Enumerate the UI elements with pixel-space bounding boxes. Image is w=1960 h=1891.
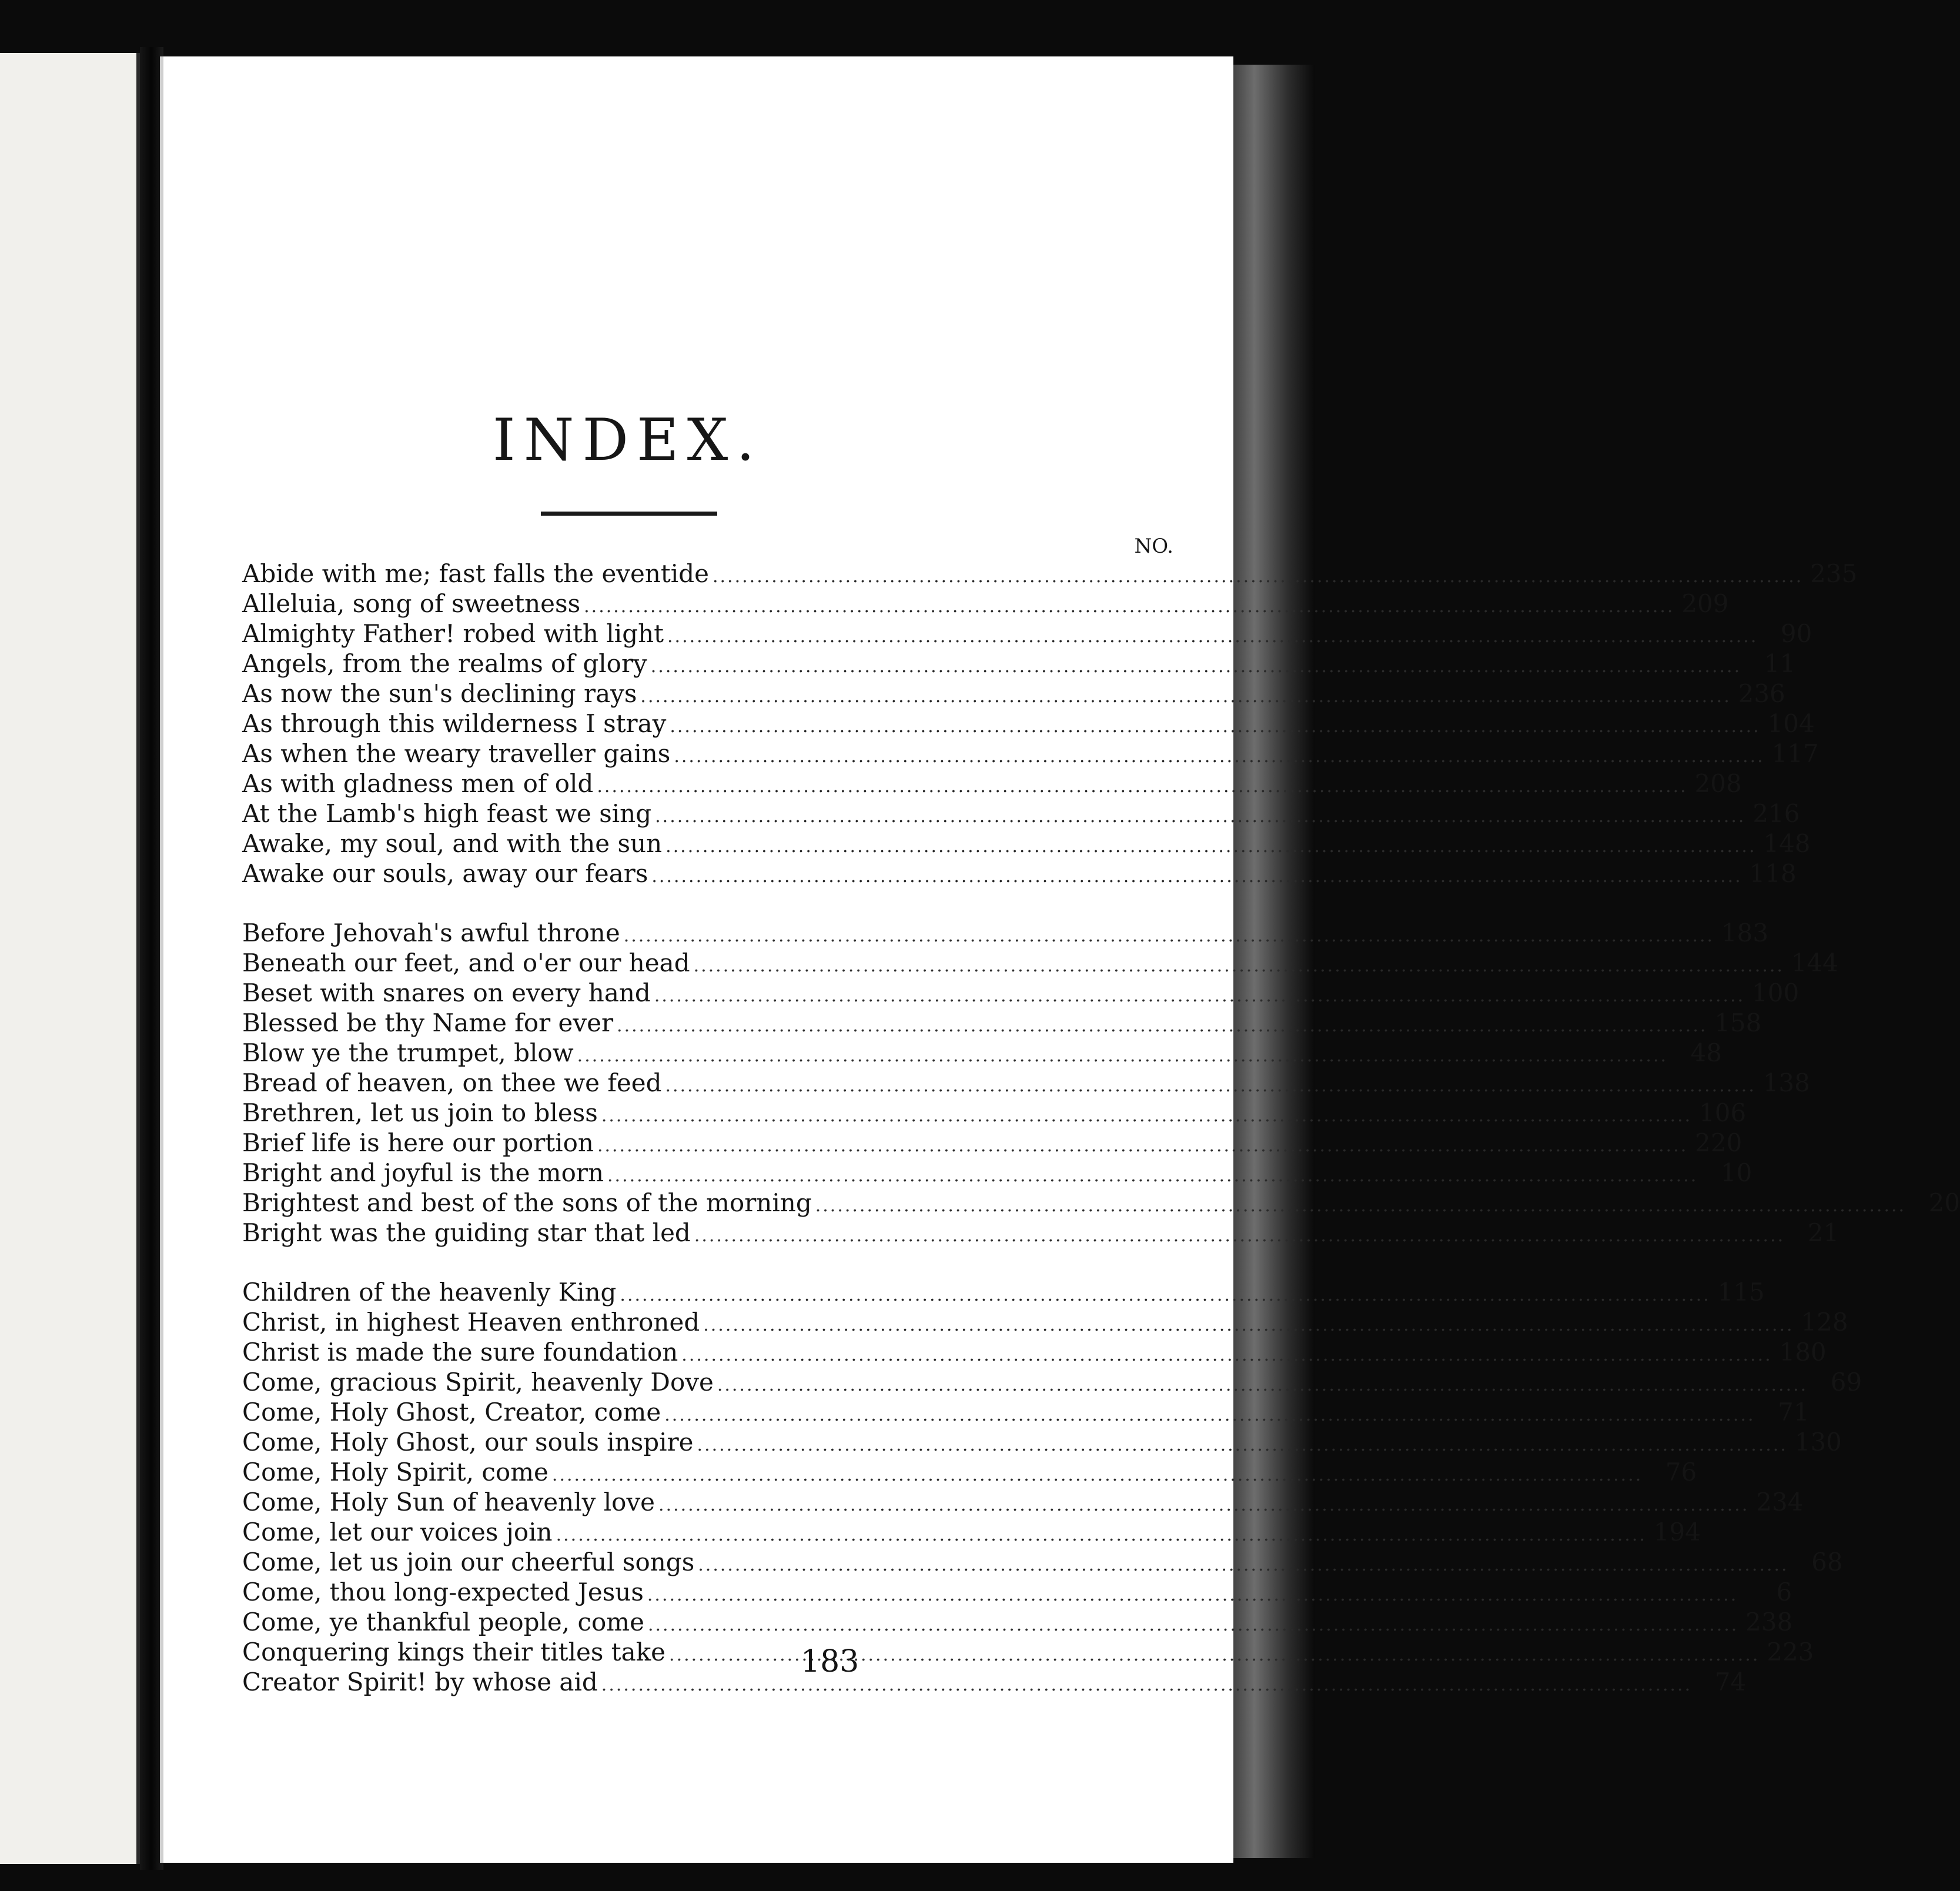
hymn-number: 194 xyxy=(1653,1518,1701,1546)
hymn-number: 21 xyxy=(1807,1218,1839,1247)
dot-leader xyxy=(601,1101,1692,1131)
hymn-number: 216 xyxy=(1752,799,1800,828)
hymn-number: 158 xyxy=(1714,1008,1762,1037)
hymn-number: 48 xyxy=(1690,1038,1722,1067)
index-group xyxy=(242,559,1858,888)
hymn-number: 68 xyxy=(1811,1548,1843,1576)
hymn-first-line: Blow ye the trumpet, blow xyxy=(242,1038,574,1067)
hymn-number: 220 xyxy=(1695,1128,1742,1157)
left-page-edge xyxy=(0,53,140,1864)
hymn-first-line: Conquering kings their titles take xyxy=(242,1638,666,1666)
hymn-first-line: Come, ye thankful people, come xyxy=(242,1608,644,1636)
hymn-number: 238 xyxy=(1745,1608,1793,1636)
dot-leader xyxy=(655,801,1745,831)
hymn-first-line: Come, Holy Ghost, Creator, come xyxy=(242,1398,661,1426)
hymn-first-line: Creator Spirit! by whose aid xyxy=(242,1668,598,1696)
index-entry xyxy=(242,709,1815,739)
index-entry xyxy=(242,1068,1810,1098)
hymn-first-line: Christ, in highest Heaven enthroned xyxy=(242,1308,700,1337)
index-entry xyxy=(242,1577,1792,1607)
index-group xyxy=(242,918,1960,1248)
index-entry xyxy=(242,1188,1960,1218)
index-entry xyxy=(242,978,1800,1008)
index-entry xyxy=(242,1128,1742,1158)
dot-leader xyxy=(651,652,1741,681)
index-entry xyxy=(242,1098,1747,1128)
index-entry xyxy=(242,1427,1842,1457)
hymn-first-line: Awake our souls, away our fears xyxy=(242,859,648,888)
hymn-number: 100 xyxy=(1752,978,1800,1007)
hymn-first-line: Bread of heaven, on thee we feed xyxy=(242,1068,662,1097)
dot-leader xyxy=(651,861,1742,891)
index-entry xyxy=(242,1038,1722,1068)
hymn-first-line: Come, Holy Spirit, come xyxy=(242,1458,548,1486)
hymn-number: 209 xyxy=(1681,589,1729,618)
hymn-first-line: Before Jehovah's awful throne xyxy=(242,918,620,947)
index-entry xyxy=(242,1218,1839,1248)
hymn-number: 71 xyxy=(1778,1398,1810,1426)
index-entry xyxy=(242,1637,1814,1667)
index-entry xyxy=(242,918,1769,948)
index-entry xyxy=(242,1487,1804,1517)
index-entry xyxy=(242,1008,1762,1038)
hymn-first-line: Christ is made the sure foundation xyxy=(242,1338,678,1367)
index-entry xyxy=(242,1307,1848,1337)
hymn-index xyxy=(242,534,1960,1726)
dot-leader xyxy=(601,1670,1692,1700)
hymn-first-line: Beset with snares on every hand xyxy=(242,978,651,1007)
dot-leader xyxy=(665,1071,1756,1101)
hymn-first-line: As when the weary traveller gains xyxy=(242,739,671,768)
dot-leader xyxy=(697,1430,1788,1460)
dot-leader xyxy=(552,1460,1643,1490)
hymn-first-line: Almighty Father! robed with light xyxy=(242,619,664,648)
index-entry xyxy=(242,1277,1765,1307)
hymn-first-line: As through this wilderness I stray xyxy=(242,709,667,738)
hymn-first-line: Come, gracious Spirit, heavenly Dove xyxy=(242,1368,714,1396)
dot-leader xyxy=(717,1370,1808,1400)
dot-leader xyxy=(694,951,1784,981)
hymn-number: 144 xyxy=(1791,948,1838,977)
index-entry xyxy=(242,1517,1701,1547)
hymn-number: 106 xyxy=(1699,1098,1747,1127)
page-number: 183 xyxy=(801,1644,859,1679)
number-column-header: NO. xyxy=(1134,534,1173,558)
dot-leader xyxy=(667,622,1758,652)
hymn-first-line: Come, let us join our cheerful songs xyxy=(242,1548,695,1576)
dot-leader xyxy=(674,741,1764,771)
index-entry xyxy=(242,858,1797,888)
index-entry xyxy=(242,828,1811,858)
hymn-number: 74 xyxy=(1714,1668,1747,1696)
dot-leader xyxy=(698,1550,1788,1580)
dot-leader xyxy=(647,1580,1738,1610)
index-entry xyxy=(242,739,1819,769)
hymn-number: 234 xyxy=(1756,1488,1804,1516)
hymn-number: 117 xyxy=(1771,739,1819,768)
dot-leader xyxy=(670,711,1760,741)
hymn-first-line: Come, Holy Ghost, our souls inspire xyxy=(242,1428,694,1456)
hymn-number: 115 xyxy=(1717,1278,1765,1307)
index-entry xyxy=(242,799,1800,828)
hymn-first-line: As now the sun's declining rays xyxy=(242,679,637,708)
hymn-number: 236 xyxy=(1738,679,1785,708)
hymn-number: 76 xyxy=(1665,1458,1697,1486)
dot-leader xyxy=(665,831,1756,861)
index-entry xyxy=(242,769,1742,799)
dot-leader xyxy=(624,921,1714,951)
index-entry xyxy=(242,679,1785,709)
hymn-number: 104 xyxy=(1767,709,1815,738)
index-entry xyxy=(242,948,1838,978)
hymn-first-line: Brief life is here our portion xyxy=(242,1128,594,1157)
index-entry xyxy=(242,1547,1843,1577)
index-entry xyxy=(242,619,1812,649)
hymn-first-line: Bright and joyful is the morn xyxy=(242,1158,604,1187)
hymn-first-line: Come, let our voices join xyxy=(242,1518,553,1546)
dot-leader xyxy=(648,1610,1738,1640)
index-group xyxy=(242,1277,1862,1697)
dot-leader xyxy=(607,1161,1698,1191)
hymn-first-line: Angels, from the realms of glory xyxy=(242,649,647,678)
hymn-number: 90 xyxy=(1780,619,1812,648)
index-page xyxy=(160,56,1960,1863)
page-title: INDEX. xyxy=(493,407,763,474)
dot-leader xyxy=(597,1131,1688,1161)
hymn-first-line: Blessed be thy Name for ever xyxy=(242,1008,614,1037)
index-entry xyxy=(242,589,1729,619)
hymn-number: 183 xyxy=(1721,918,1769,947)
hymn-first-line: Children of the heavenly King xyxy=(242,1278,617,1307)
hymn-number: 148 xyxy=(1763,829,1811,858)
hymn-first-line: Beneath our feet, and o'er our head xyxy=(242,948,690,977)
dot-leader xyxy=(584,592,1674,622)
index-entry xyxy=(242,1667,1747,1697)
index-entry xyxy=(242,1158,1752,1188)
hymn-first-line: Brethren, let us join to bless xyxy=(242,1098,598,1127)
hymn-first-line: Alleluia, song of sweetness xyxy=(242,589,581,618)
dot-leader xyxy=(664,1400,1755,1430)
title-rule xyxy=(541,512,717,516)
hymn-first-line: Bright was the guiding star that led xyxy=(242,1218,691,1247)
hymn-number: 235 xyxy=(1810,559,1858,588)
index-entry xyxy=(242,1367,1862,1397)
dot-leader xyxy=(556,1520,1647,1550)
index-entry xyxy=(242,1337,1827,1367)
dot-leader xyxy=(658,1490,1749,1520)
hymn-first-line: Abide with me; fast falls the eventide xyxy=(242,559,709,588)
hymn-number: 11 xyxy=(1764,649,1796,678)
hymn-number: 138 xyxy=(1762,1068,1810,1097)
dot-leader xyxy=(815,1191,1906,1221)
dot-leader xyxy=(694,1221,1785,1251)
hymn-number: 69 xyxy=(1830,1368,1862,1396)
dot-leader xyxy=(577,1041,1668,1071)
hymn-first-line: At the Lamb's high feast we sing xyxy=(242,799,652,828)
hymn-number: 10 xyxy=(1720,1158,1752,1187)
index-entry xyxy=(242,559,1858,589)
dot-leader xyxy=(620,1280,1710,1310)
dot-leader xyxy=(654,981,1745,1011)
hymn-first-line: Come, thou long-expected Jesus xyxy=(242,1578,644,1606)
hymn-number: 6 xyxy=(1776,1578,1792,1606)
dot-leader xyxy=(681,1340,1772,1370)
dot-leader xyxy=(703,1310,1794,1340)
hymn-first-line: Brightest and best of the sons of the morning xyxy=(242,1188,812,1217)
dot-leader xyxy=(617,1011,1707,1041)
index-entry xyxy=(242,1397,1810,1427)
hymn-number: 208 xyxy=(1694,769,1742,798)
index-entry xyxy=(242,649,1796,679)
hymn-first-line: As with gladness men of old xyxy=(242,769,594,798)
hymn-number: 223 xyxy=(1767,1638,1814,1666)
dot-leader xyxy=(713,562,1803,592)
hymn-number: 180 xyxy=(1779,1338,1827,1367)
hymn-number: 130 xyxy=(1794,1428,1842,1456)
dot-leader xyxy=(597,771,1687,801)
hymn-number: 118 xyxy=(1749,859,1797,888)
hymn-first-line: Come, Holy Sun of heavenly love xyxy=(242,1488,655,1516)
dot-leader xyxy=(640,681,1731,711)
hymn-number: 20 xyxy=(1928,1188,1960,1217)
hymn-first-line: Awake, my soul, and with the sun xyxy=(242,829,663,858)
hymn-number: 128 xyxy=(1801,1308,1848,1337)
index-entry xyxy=(242,1457,1697,1487)
index-entry xyxy=(242,1607,1793,1637)
